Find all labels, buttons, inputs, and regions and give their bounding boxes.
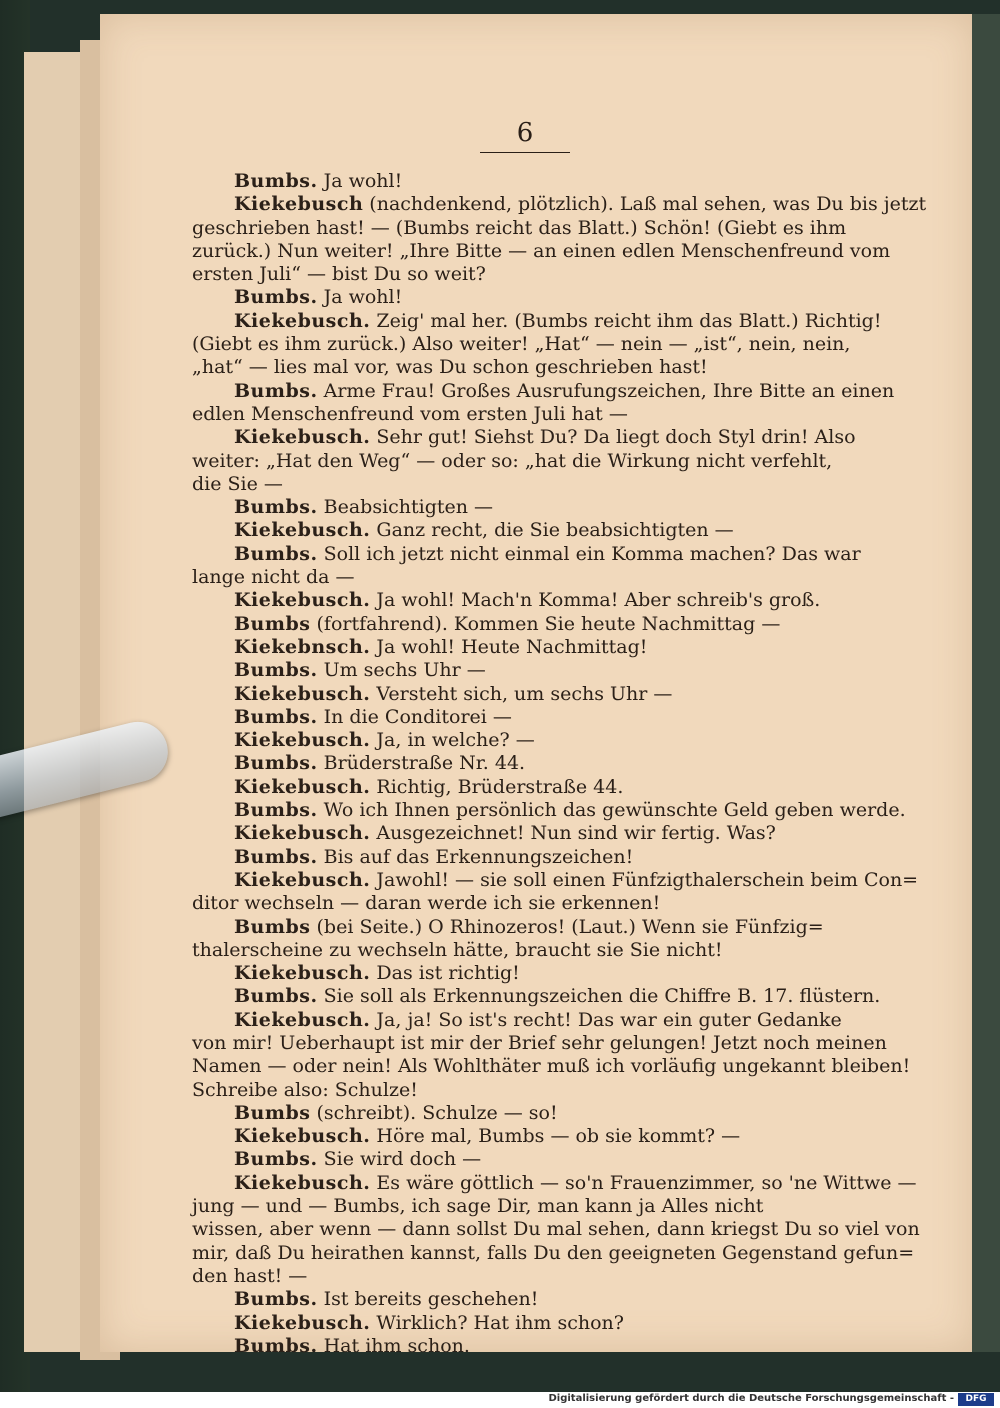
line-text: Versteht sich, um sechs Uhr — <box>370 682 673 705</box>
speaker-name: Kiekebusch. <box>234 1311 371 1334</box>
line-text: Ja wohl! Mach'n Komma! Aber schreib's groß. <box>370 589 821 612</box>
line-text: geschrieben hast! — (Bumbs reicht das Blatt.) Schön! (Giebt es ihm <box>192 216 847 239</box>
text-line <box>192 683 882 706</box>
speaker-name: Bumbs. <box>234 286 318 309</box>
line-text: Um sechs Uhr — <box>317 659 486 682</box>
text-line <box>192 1031 887 1055</box>
speaker-name: Bumbs <box>234 915 311 938</box>
line-text: weiter: „Hat den Weg“ — oder so: „hat die Wirkung nicht verfehlt, <box>192 449 833 472</box>
text-line <box>192 426 882 449</box>
line-text: Ja wohl! <box>317 170 403 192</box>
line-text: mir, daß Du heirathen kannst, falls Du den geeigneten Gegenstand gefun= <box>192 1241 915 1264</box>
speaker-name: Bumbs. <box>234 1148 318 1171</box>
text-line <box>192 846 882 869</box>
speaker-name: Kiekebusch <box>234 193 364 216</box>
text-line <box>192 356 882 379</box>
line-text: Zeig' mal her. (Bumbs reicht ihm das Blatt.) Richtig! <box>370 309 882 332</box>
text-line <box>192 239 891 263</box>
line-text: Brüderstraße Nr. 44. <box>317 752 526 775</box>
text-line <box>192 1171 917 1195</box>
text-line <box>192 636 882 659</box>
line-text: (nachdenkend, plötzlich). Laß mal sehen, was Du bis jetzt <box>363 193 927 216</box>
speaker-name: Kiekebusch. <box>234 775 371 798</box>
line-text: den hast! — <box>192 1264 308 1287</box>
text-line <box>192 916 882 939</box>
line-text: zurück.) Nun weiter! „Ihre Bitte — an einen edlen Menschenfreund vom <box>192 239 891 262</box>
text-line <box>192 1288 882 1311</box>
text-line <box>192 450 882 473</box>
text-line <box>192 543 882 566</box>
line-text: Arme Frau! Großes Ausrufungszeichen, Ihre Bitte an einen <box>317 379 895 402</box>
text-line <box>192 613 882 636</box>
text-line <box>192 799 906 822</box>
line-text: jung — und — Bumbs, ich sage Dir, man kann ja Alles nicht <box>192 1195 764 1218</box>
speaker-name: Bumbs. <box>234 379 318 402</box>
speaker-name: Bumbs. <box>234 985 318 1008</box>
page-number: 6 <box>480 118 570 153</box>
text-line <box>192 1265 882 1288</box>
text-line <box>192 962 882 985</box>
line-text: Wo ich Ihnen persönlich das gewünschte Geld geben werde. <box>317 799 906 822</box>
text-line <box>192 170 882 193</box>
line-text: (bei Seite.) O Rhinozeros! (Laut.) Wenn sie Fünfzig= <box>310 915 824 938</box>
line-text: Beabsichtigten — <box>317 496 494 519</box>
text-line <box>192 566 882 589</box>
speaker-name: Kiekebusch. <box>234 589 371 612</box>
text-line <box>192 985 882 1008</box>
speaker-name: Bumbs. <box>234 1288 318 1311</box>
speaker-name: Kiekebusch. <box>234 426 371 449</box>
line-text: Soll ich jetzt nicht einmal ein Komma machen? Das war <box>317 542 861 565</box>
text-line <box>192 1148 882 1171</box>
line-text: die Sie — <box>192 472 283 495</box>
text-line <box>192 776 882 799</box>
text-line <box>192 1312 882 1335</box>
line-text: Höre mal, Bumbs — ob sie kommt? — <box>370 1125 741 1148</box>
speaker-name: Bumbs. <box>234 799 318 822</box>
page-text <box>192 170 927 1358</box>
text-line <box>192 706 882 729</box>
speaker-name: Bumbs. <box>234 170 318 192</box>
text-line <box>192 939 882 962</box>
speaker-name: Kiekebnsch. <box>234 635 371 658</box>
text-line <box>192 217 882 240</box>
line-text: edlen Menschenfreund vom ersten Juli hat — <box>192 402 628 425</box>
speaker-name: Bumbs. <box>234 845 318 868</box>
text-line <box>192 310 882 333</box>
line-text: Ausgezeichnet! Nun sind wir fertig. Was? <box>370 822 776 845</box>
line-text: Ganz recht, die Sie beabsichtigten — <box>370 519 734 542</box>
line-text: Ja wohl! <box>317 286 403 309</box>
text-line <box>192 1009 882 1032</box>
text-line <box>192 1195 882 1218</box>
text-line <box>192 729 882 752</box>
scan-background-right <box>972 14 1000 1352</box>
text-line <box>192 1102 882 1125</box>
line-text: Hat ihm schon. <box>317 1334 470 1357</box>
line-text: Es wäre göttlich — so'n Frauenzimmer, so 'ne Wittwe — <box>370 1171 917 1194</box>
line-text: Namen — oder nein! Als Wohlthäter muß ich vorläufig ungekannt bleiben! <box>192 1055 911 1078</box>
text-line <box>192 822 882 845</box>
text-line <box>192 496 882 519</box>
text-line <box>192 519 882 542</box>
line-text: (schreibt). Schulze — so! <box>310 1101 558 1124</box>
speaker-name: Bumbs <box>234 1101 311 1124</box>
line-text: Ist bereits geschehen! <box>317 1288 539 1311</box>
text-line <box>192 403 882 426</box>
line-text: Ja wohl! Heute Nachmittag! <box>370 635 648 658</box>
line-text: lange nicht da — <box>192 566 355 589</box>
speaker-name: Bumbs. <box>234 496 318 519</box>
speaker-name: Bumbs. <box>234 752 318 775</box>
speaker-name: Bumbs. <box>234 705 318 728</box>
line-text: „hat“ — lies mal vor, was Du schon geschrieben hast! <box>192 356 708 379</box>
speaker-name: Kiekebusch. <box>234 822 371 845</box>
text-line <box>192 1218 920 1241</box>
line-text: Jawohl! — sie soll einen Fünfzigthalerschein beim Con= <box>370 868 919 891</box>
line-text: (fortfahrend). Kommen Sie heute Nachmittag — <box>310 612 781 635</box>
line-text: Ja, ja! So ist's recht! Das war ein guter Gedanke <box>370 1008 842 1031</box>
line-text: Sie wird doch — <box>317 1148 482 1171</box>
line-text: In die Conditorei — <box>317 705 512 728</box>
text-line <box>192 379 895 403</box>
speaker-name: Kiekebusch. <box>234 519 371 542</box>
speaker-name: Bumbs. <box>234 659 318 682</box>
text-line <box>192 659 882 682</box>
line-text: Richtig, Brüderstraße 44. <box>370 775 624 798</box>
speaker-name: Kiekebusch. <box>234 962 371 985</box>
dfg-logo: DFG <box>958 1393 994 1406</box>
line-text: ersten Juli“ — bist Du so weit? <box>192 263 486 286</box>
text-line <box>192 589 882 612</box>
speaker-name: Kiekebusch. <box>234 1008 371 1031</box>
speaker-name: Kiekebusch. <box>234 729 371 752</box>
line-text: Schreibe also: Schulze! <box>192 1078 418 1101</box>
text-line <box>192 333 882 356</box>
speaker-name: Kiekebusch. <box>234 868 371 891</box>
line-text: von mir! Ueberhaupt ist mir der Brief sehr gelungen! Jetzt noch meinen <box>192 1031 887 1054</box>
text-line <box>192 892 882 915</box>
line-text: Wirklich? Hat ihm schon? <box>370 1311 624 1334</box>
text-line <box>192 473 882 496</box>
speaker-name: Kiekebusch. <box>234 682 371 705</box>
speaker-name: Kiekebusch. <box>234 1125 371 1148</box>
line-text: thalerscheine zu wechseln hätte, braucht sie Sie nicht! <box>192 938 723 961</box>
text-line <box>192 1055 911 1078</box>
text-line <box>192 286 882 309</box>
speaker-name: Bumbs <box>234 612 311 635</box>
text-line <box>192 1079 882 1102</box>
line-text: Ja, in welche? — <box>370 729 535 752</box>
text-line <box>192 1241 915 1265</box>
speaker-name: Kiekebusch. <box>234 309 371 332</box>
line-text: Sie soll als Erkennungszeichen die Chiffre B. 17. flüstern. <box>317 985 881 1008</box>
line-text: Sehr gut! Siehst Du? Da liegt doch Styl drin! Also <box>370 426 856 449</box>
text-line <box>192 263 882 286</box>
footer-credit: Digitalisierung gefördert durch die Deutsche Forschungsgemeinschaft - <box>548 1393 954 1404</box>
speaker-name: Kiekebusch. <box>234 1171 371 1194</box>
line-text: Das ist richtig! <box>370 962 520 985</box>
line-text: Bis auf das Erkennungszeichen! <box>317 845 634 868</box>
line-text: (Giebt es ihm zurück.) Also weiter! „Hat“ — nein — „ist“, nein, nein, <box>192 333 851 356</box>
text-line <box>192 868 919 892</box>
speaker-name: Bumbs. <box>234 542 318 565</box>
text-line <box>192 752 882 775</box>
text-line <box>192 1125 882 1148</box>
text-line <box>192 1335 882 1358</box>
line-text: ditor wechseln — daran werde ich sie erkennen! <box>192 892 661 915</box>
speaker-name: Bumbs. <box>234 1334 318 1357</box>
text-line <box>192 193 927 216</box>
line-text: wissen, aber wenn — dann sollst Du mal sehen, dann kriegst Du so viel von <box>192 1218 920 1241</box>
